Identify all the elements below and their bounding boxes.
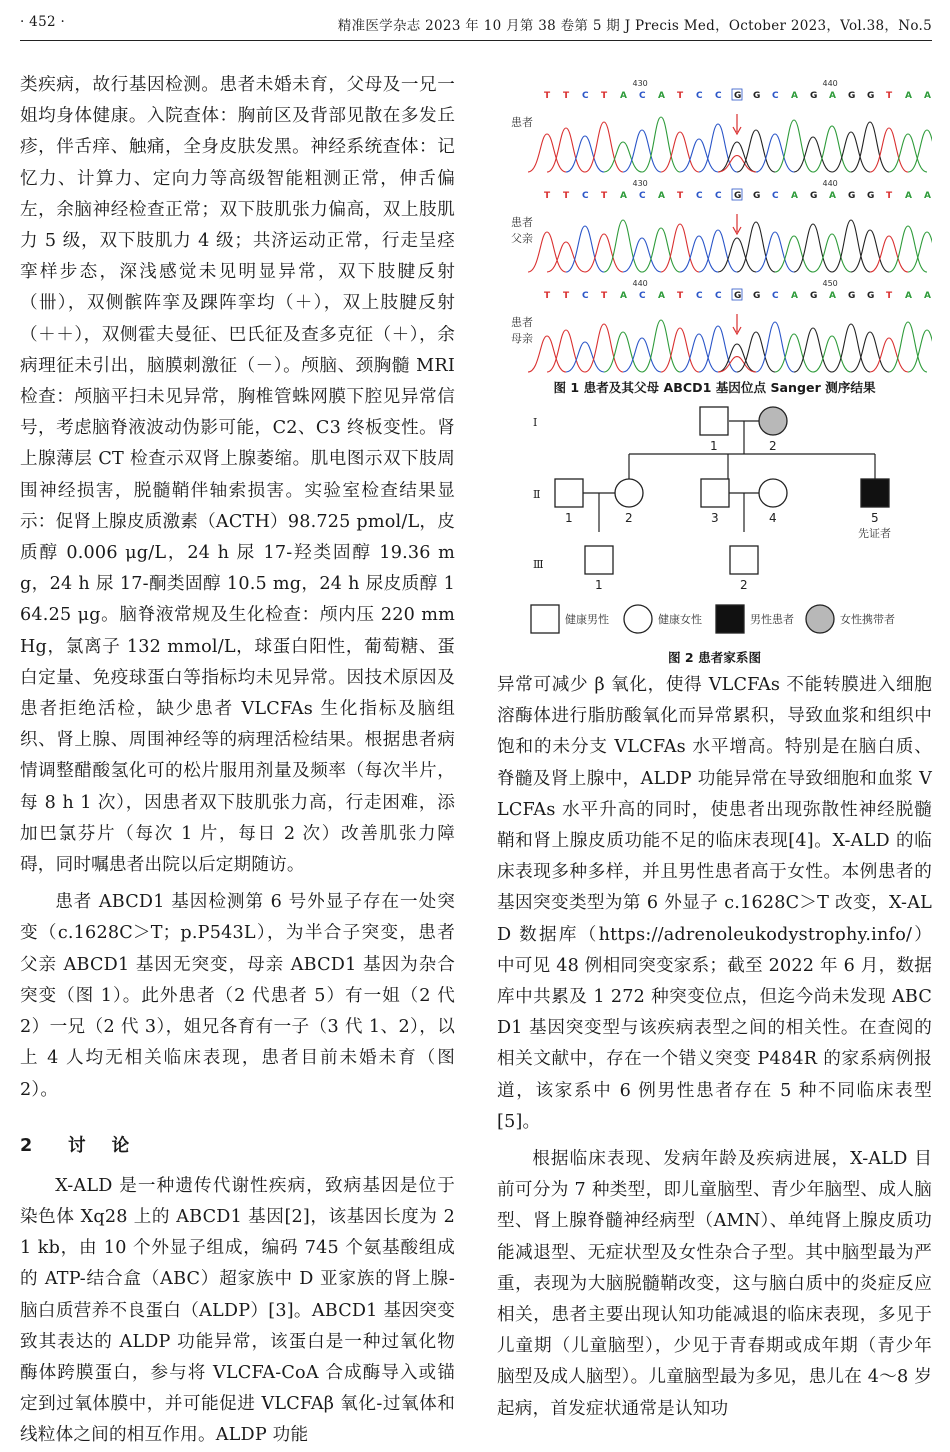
left-paragraph-2: 患者 ABCD1 基因检测第 6 号外显子存在一处突变（c.1628C＞T；p.P543L），为半合子突变，患者父亲 ABCD1 基因无突变，母亲 ABCD1 基因为杂合突变（图 1）。此外患者（2 代患者 5）有一姐（2 代 2）一兄（2 代 3），姐兄各育有一子（3 代 1、2），以上 4 人均无相关临床表现，患者目前未婚未育（图 2）。 [20,892,455,1100]
base-call: A [620,191,627,201]
base-call: C [696,91,703,101]
chromatogram-peak [585,324,623,372]
header-rule [20,40,932,41]
base-call: C [639,191,646,201]
legend-healthy-female-symbol [624,605,652,633]
base-call: A [905,191,912,201]
base-call: A [829,191,836,201]
base-call: C [582,191,589,201]
base-call: C [639,91,646,101]
pedigree-III-2-healthy-male [730,546,758,574]
base-call: T [544,291,551,301]
chromatogram-peak [566,226,604,272]
section-title: 讨论 [68,1135,156,1156]
legend-carrier-female: 女性携带者 [840,613,895,626]
base-call: A [791,291,798,301]
pedigree-III-1-healthy-male [585,546,613,574]
base-call: C [772,91,779,101]
chromatogram-peak [794,137,832,172]
base-call: G [753,91,761,101]
base-call: T [544,91,551,101]
generation-label-2: Ⅱ [533,488,541,501]
base-call: T [886,91,893,101]
left-column [20,70,455,1452]
base-call: A [924,291,931,301]
base-call: T [563,91,570,101]
base-call: C [696,191,703,201]
chromatogram-peak [699,230,737,272]
base-call: G [734,291,742,301]
base-call: T [601,191,608,201]
pedigree-num-I-2: 2 [769,439,777,453]
chromatogram-peak [642,228,680,272]
figure-1-sanger-chromatogram [497,78,932,378]
base-call: G [810,291,818,301]
base-call: G [734,191,742,201]
pedigree-II-2-healthy-female [615,479,643,507]
chromatogram-peak [756,134,794,172]
base-call: G [867,291,875,301]
journal-header: 精准医学杂志 2023 年 10 月第 38 卷第 5 期 J Precis Med，October 2023，Vol.38，No.5 [337,18,932,34]
base-call: G [848,291,856,301]
chromatogram-peak [851,122,889,172]
base-call: A [905,91,912,101]
base-call: A [791,191,798,201]
chromatogram-peak [566,342,604,372]
pedigree-num-II-1: 1 [565,511,573,525]
pedigree-II-5-affected-male [861,479,889,507]
base-call: C [696,291,703,301]
base-call: T [544,191,551,201]
base-call: A [658,91,665,101]
base-call: A [791,91,798,101]
base-call: G [848,91,856,101]
base-call: T [563,191,570,201]
pedigree-I-1-healthy-male [700,407,728,435]
pedigree-num-II-3: 3 [711,511,719,525]
chromatogram-peak [547,128,585,172]
base-call: C [582,291,589,301]
base-call: A [829,291,836,301]
pedigree-num-III-2: 2 [740,578,748,592]
base-call: A [620,291,627,301]
legend-healthy-male-symbol [531,605,559,633]
chromatogram-track-3 [511,279,932,372]
base-call: T [886,291,893,301]
legend-healthy-female: 健康女性 [658,613,702,626]
base-call: C [715,91,722,101]
chromatogram-peak [718,142,756,172]
track-label: 患者 [511,216,533,229]
right-paragraph-1: 异常可减少 β 氧化，使得 VLCFAs 不能转膜进入细胞溶酶体进行脂肪酸氧化而异常累积，导致血浆和组织中饱和的未分支 VLCFAs 水平增高。特别是在脑白质、脊髓及肾上腺中，ALDP 功能异常在导致细胞和血浆 VLCFAs 水平升高的同时，使患者出现弥散性神经脱髓鞘和肾上腺皮质功能不足的临床表现[4]。X-ALD 的临床表现多种多样，并且男性患者高于女性。本例患者的基因突变类型为第 6 外显子 c.1628C＞T 改变，X-ALD 数据库（https://adrenoleukodystrophy.info/）中可见 48 例相同突变家系；截至 2022 年 6 月，数据库中共累及 1 272 种突变位点，但迄今尚未发现 ABCD1 基因突变型与该疾病表型之间的相关性。在查阅的相关文献中，存在一个错义突变 P484R 的家系病例报道，该家系中 6 例男性患者存在 5 种不同临床表型[5]。 [497,675,932,1132]
base-call: C [715,291,722,301]
position-label: 430 [632,179,648,188]
chromatogram-peak [642,320,680,372]
base-call: C [772,291,779,301]
base-call: T [601,291,608,301]
base-call: T [677,191,684,201]
chromatogram-peak [718,344,756,372]
position-label: 450 [822,279,838,288]
position-label: 440 [632,279,648,288]
pedigree-num-II-2: 2 [625,511,633,525]
right-column [497,670,932,1425]
chromatogram-track-2 [511,179,932,272]
base-call: A [620,91,627,101]
figure-2-caption: 图 2 患者家系图 [667,650,762,665]
chromatogram-peak [699,326,737,372]
base-call: G [867,91,875,101]
chromatogram-peak [908,330,932,372]
position-label: 440 [822,179,838,188]
chromatogram-track-1 [511,79,932,172]
pedigree-I-2-carrier-female [759,407,787,435]
legend-healthy-male: 健康男性 [565,613,609,626]
base-call: T [677,91,684,101]
page-number: · 452 · [20,14,66,30]
pedigree-num-III-1: 1 [595,578,603,592]
figure-2-pedigree [497,404,932,644]
figure-1-caption: 图 1 患者及其父母 ABCD1 基因位点 Sanger 测序结果 [553,380,876,395]
base-call: G [753,291,761,301]
base-call: T [886,191,893,201]
legend-affected-male: 男性患者 [750,613,794,626]
base-call: T [677,291,684,301]
base-call: G [810,191,818,201]
base-call: G [810,91,818,101]
base-call: A [658,291,665,301]
track-label: 患者 [511,316,533,329]
chromatogram-peak [775,236,813,272]
chromatogram-peak [908,232,932,272]
base-call: C [639,291,646,301]
position-label: 440 [822,79,838,88]
generation-label-1: Ⅰ [533,416,538,429]
base-call: C [715,191,722,201]
base-call: C [772,191,779,201]
base-call: T [601,91,608,101]
base-call: G [848,191,856,201]
position-label: 430 [632,79,648,88]
base-call: G [753,191,761,201]
legend-affected-male-symbol [716,605,744,633]
section-heading [20,1132,455,1157]
base-call: A [658,191,665,201]
chromatogram-peak [547,242,585,272]
base-call: C [582,91,589,101]
left-paragraph-3: X-ALD 是一种遗传代谢性疾病，致病基因是位于染色体 Xq28 上的 ABCD1 基因[2]，该基因长度为 21 kb，由 10 个外显子组成，编码 745 个氨基酸组成的 ATP-结合盒（ABC）超家族中 D 亚家族的肾上腺-脑白质营养不良蛋白（ALDP）[3]。ABCD1 基因突变致其表达的 ALDP 功能异常，该蛋白是一种过氧化物酶体跨膜蛋白，参与将 VLCFA-CoA 合成酶导入或锚定到过氧体膜中，并可能促进 VLCFAβ 氧化-过氧体和线粒体之间的相互作用。ALDP 功能 [20,1175,455,1446]
generation-label-3: Ⅲ [533,558,544,571]
pedigree-num-II-4: 4 [769,511,777,525]
track-label-line2: 父亲 [511,232,533,245]
track-label: 患者 [511,116,533,129]
pedigree-II-3-healthy-male [701,479,729,507]
left-paragraph-1: 类疾病，故行基因检测。患者未婚未育，父母及一兄一姐均身体健康。入院查体：胸前区及背部见散在多发丘疹，伴舌痒、触痛，全身皮肤发黑。神经系统查体：记忆力、计算力、定向力等高级智能粗测正常，伸舌偏左，余脑神经检查正常；双下肢肌张力偏高，双上肢肌力 5 级，双下肢肌力 4 级；共济运动正常，行走呈痉挛样步态，深浅感觉未见明显异常，双下肢腱反射（卌），双侧髌阵挛及踝阵挛均（＋），双上肢腱反射（＋＋），双侧霍夫曼征、巴氏征及查多克征（＋），余病理征未引出，脑膜刺激征（－）。颅脑、颈胸髓 MRI 检查：颅脑平扫未见异常，胸椎管蛛网膜下腔见异常信号，考虑脑脊液波动伪影可能，C2、C3 终板变性。肾上腺薄层 CT 检查示双肾上腺萎缩。肌电图示双下肢周围神经损害，脱髓鞘伴轴索损害。实验室检查结果显示：促肾上腺皮质激素（ACTH）98.725 pmol/L，皮质醇 0.006 μg/L，24 h 尿 17-羟类固醇 19.36 mg，24 h 尿 17-酮类固醇 10.5 mg，24 h 尿皮质醇 164.25 μg。脑脊液常规及生化检查：颅内压 220 mmHg，氯离子 132 mmol/L，球蛋白阳性，葡萄糖、蛋白定量、免疫球蛋白等指标均未见异常。因技术原因及患者拒绝活检，缺少患者 VLCFAs 生化指标及脑组织、肾上腺、周围神经等的病理活检结果。根据患者病情调整醋酸氢化可的松片服用剂量及频率（每次半片，每 8 h 1 次），因患者双下肢肌张力高，行走困难，添加巴氯芬片（每次 1 片，每日 2 次）改善肌张力障碍，同时嘱患者出院以后定期随访。 [20,75,455,876]
base-call: A [905,291,912,301]
base-call: A [829,91,836,101]
pedigree-num-II-5: 5 [871,511,879,525]
chromatogram-peak [794,328,832,372]
chromatogram-peak [661,132,699,172]
section-number: 2 [20,1135,34,1156]
base-call: G [734,91,742,101]
pedigree-II-4-healthy-female [759,479,787,507]
chromatogram-peak [604,142,642,172]
base-call: A [924,191,931,201]
pedigree-II-1-healthy-male [555,479,583,507]
right-paragraph-2: 根据临床表现、发病年龄及疾病进展，X-ALD 目前可分为 7 种类型，即儿童脑型、青少年脑型、成人脑型、肾上腺脊髓神经病型（AMN）、单纯肾上腺皮质功能减退型、无症状型及女性杂合子型。其中脑型最为严重，表现为大脑脱髓鞘改变，这与脑白质中的炎症反应相关，患者主要出现认知功能减退的临床表现，多见于儿童期（儿童脑型），少见于青春期或成年期（青少年脑型及成人脑型）。儿童脑型最为多见，患儿在 4～8 岁起病，首发症状通常是认知功 [497,1149,932,1419]
base-call: T [563,291,570,301]
legend-carrier-female-symbol [806,605,834,633]
chromatogram-peak [889,226,927,272]
proband-label: 先证者 [858,527,891,540]
pedigree-num-I-1: 1 [710,439,718,453]
base-call: G [867,191,875,201]
track-label-line2: 母亲 [511,332,533,345]
base-call: A [924,91,931,101]
